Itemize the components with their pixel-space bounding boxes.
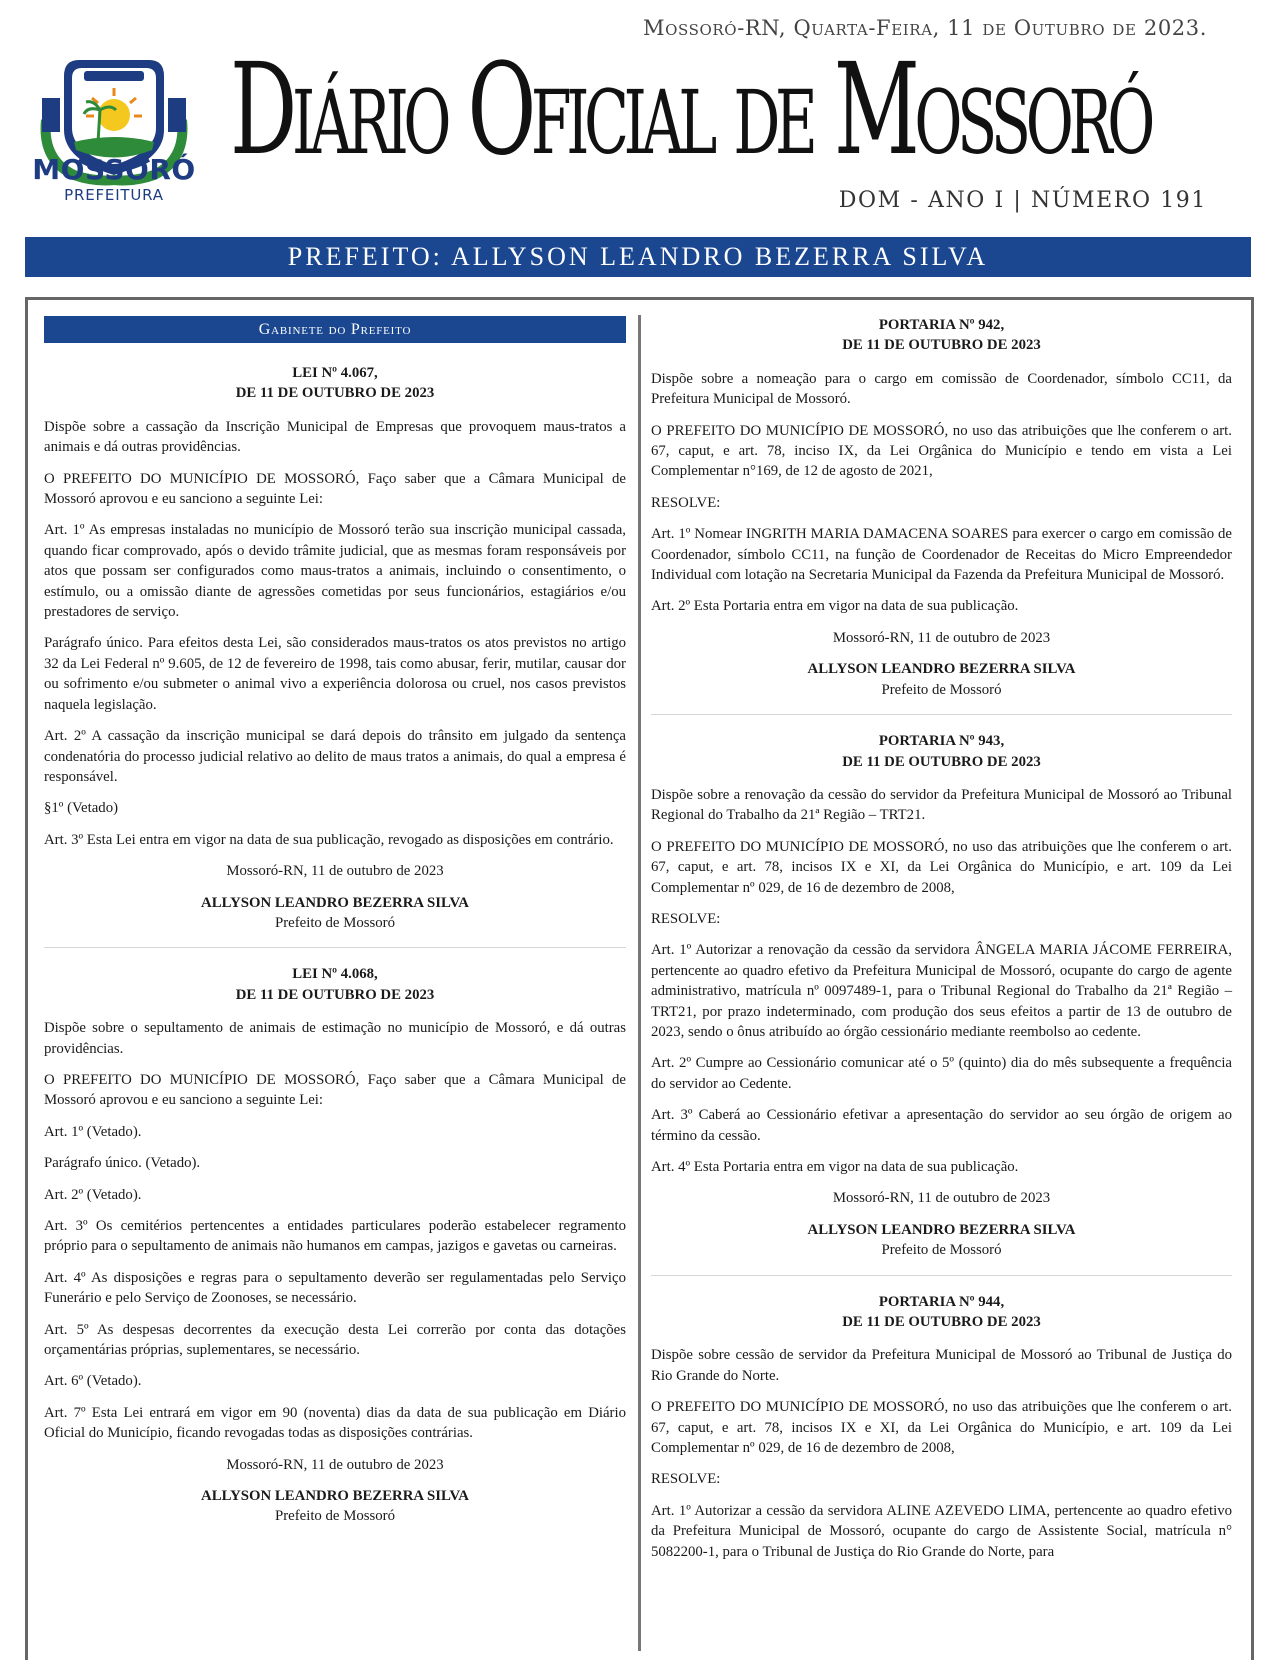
resolve: RESOLVE: (651, 910, 721, 927)
portaria-title (651, 1292, 1232, 1333)
portaria-944 (651, 1292, 1232, 1562)
article: Art. 4º As disposições e regras para o sepultamento deverão ser regulamentadas pelo Serviço Funerário e pelo Serviço de Zoonoses, se necessário. (44, 1269, 626, 1307)
paragraph: Parágrafo único. Para efeitos desta Lei, são considerados maus-tratos os atos previstos no artigo 32 da Lei Federal nº 9.605, de 12 de fevereiro de 1998, tais como abusar, ferir, mutilar, causar dor ou sofrimento e/ou submeter o animal vivo a experiência dolorosa ou cruel, nos casos previstos naquela legislação. (44, 635, 626, 713)
lei-date: DE 11 DE OUTUBRO DE 2023 (235, 385, 435, 402)
article: Art. 2º (Vetado). (44, 1186, 142, 1203)
portaria-date: DE 11 DE OUTUBRO DE 2023 (842, 337, 1041, 354)
signer-role: Prefeito de Mossoró (274, 1508, 395, 1525)
portaria-date: DE 11 DE OUTUBRO DE 2023 (842, 753, 1041, 770)
masthead-title: Diário Oficial de Mossoró (230, 36, 1151, 183)
edition-number: DOM - ANO I | NÚMERO 191 (838, 188, 1207, 213)
resolve: RESOLVE: (651, 494, 721, 511)
article: Art. 2º A cassação da inscrição municipal se dará depois do trânsito em julgado da sentença condenatória do processo judicial relativo ao delito de maus tratos a animais, do qual a empresa é responsável. (44, 728, 626, 785)
ementa: Dispõe sobre a renovação da cessão do servidor da Prefeitura Municipal de Mossoró ao Tribunal Regional do Trabalho da 21ª Região – TRT21. (651, 786, 1232, 824)
article: Art. 2º Cumpre ao Cessionário comunicar até o 5º (quinto) dia do mês subsequente a frequência do servidor ao Cedente. (651, 1055, 1232, 1092)
article: Art. 6º (Vetado). (44, 1373, 142, 1390)
lei-title (44, 964, 626, 1005)
column-divider (638, 315, 641, 1651)
lei-title (44, 363, 626, 404)
portaria-date: DE 11 DE OUTUBRO DE 2023 (842, 1314, 1041, 1331)
place-date: Mossoró-RN, 11 de outubro de 2023 (832, 1190, 1051, 1207)
article: Art. 2º Esta Portaria entra em vigor na data de sua publicação. (651, 598, 1019, 615)
paragraph: O PREFEITO DO MUNICÍPIO DE MOSSORÓ, Faço saber que a Câmara Municipal de Mossoró aprovou e eu sanciono a seguinte Lei: (44, 470, 626, 508)
resolve: RESOLVE: (651, 1471, 721, 1488)
portaria-title (651, 315, 1232, 356)
paragraph: O PREFEITO DO MUNICÍPIO DE MOSSORÓ, Faço saber que a Câmara Municipal de Mossoró aprovou e eu sanciono a seguinte Lei: (44, 1071, 626, 1109)
paragraph: §1º (Vetado) (44, 800, 119, 817)
article: Art. 5º As despesas decorrentes da execução desta Lei correrão por conta das dotações orçamentárias próprias, suplementares, se necessário. (44, 1321, 626, 1359)
right-column (651, 315, 1232, 1573)
lei-number: LEI Nº 4.067, (292, 365, 378, 381)
portaria-number: PORTARIA Nº 944, (878, 1293, 1005, 1310)
divider (651, 714, 1232, 715)
ementa: Dispõe sobre a cassação da Inscrição Municipal de Empresas que provoquem maus-tratos a animais e dá outras providências. (44, 418, 626, 456)
logo-subtitle: PREFEITURA (64, 186, 164, 204)
place-date: Mossoró-RN, 11 de outubro de 2023 (832, 629, 1051, 646)
paragraph: O PREFEITO DO MUNICÍPIO DE MOSSORÓ, no uso das atribuições que lhe conferem o art. 67, caput, e art. 78, incisos IX e XI, da Lei Orgânica do Município, e art. 109 da Lei Complementar nº 029, de 16 de dezembro de 2008, (651, 1399, 1232, 1457)
portaria-title (651, 731, 1232, 772)
article: Art. 4º Esta Portaria entra em vigor na data de sua publicação. (651, 1159, 1019, 1175)
article: Art. 1º Autorizar a renovação da cessão da servidora ÂNGELA MARIA JÁCOME FERREIRA, pertencente ao quadro efetivo da Prefeitura Municipal de Mossoró, ocupante do cargo de agente administrativo, matrícula nº 0097489-1, para o Tribunal Regional do Trabalho da 21ª Região – TRT21, por prazo indeterminado, com produção dos seus efeitos a partir de 13 de outubro de 2023, sendo o ônus atribuído ao órgão cessionário mediante reembolso ao cedente. (651, 942, 1232, 1040)
logo-city-name: MOSSORÓ (32, 153, 196, 186)
signer-name: ALLYSON LEANDRO BEZERRA SILVA (807, 1221, 1076, 1238)
lei-4068 (44, 964, 626, 1527)
mayor-banner: PREFEITO: ALLYSON LEANDRO BEZERRA SILVA (25, 237, 1251, 277)
lei-4067 (44, 363, 626, 933)
lei-number: LEI Nº 4.068, (292, 966, 378, 983)
article: Art. 3º Esta Lei entra em vigor na data de sua publicação, revogado as disposições em contrário. (44, 831, 614, 848)
paragraph: O PREFEITO DO MUNICÍPIO DE MOSSORÓ, no uso das atribuições que lhe conferem o art. 67, caput, e art. 78, inciso IX, da Lei Orgânica do Município e tendo em vista a Lei Complementar n°169, de 12 de agosto de 2021, (651, 422, 1232, 480)
lei-date: DE 11 DE OUTUBRO DE 2023 (235, 986, 435, 1003)
ementa: Dispõe sobre a nomeação para o cargo em comissão de Coordenador, símbolo CC11, da Prefeitura Municipal de Mossoró. (651, 370, 1232, 408)
signer-role: Prefeito de Mossoró (274, 914, 395, 931)
place-date: Mossoró-RN, 11 de outubro de 2023 (226, 1456, 444, 1473)
article: Art. 3º Caberá ao Cessionário efetivar a apresentação do servidor ao seu órgão de origem ao término da cessão. (651, 1107, 1232, 1144)
ementa: Dispõe sobre cessão de servidor da Prefeitura Municipal de Mossoró ao Tribunal de Justiça do Rio Grande do Norte. (651, 1347, 1232, 1384)
ementa: Dispõe sobre o sepultamento de animais de estimação no município de Mossoró, e dá outras providências. (44, 1020, 626, 1057)
paragraph: Parágrafo único. (Vetado). (44, 1155, 201, 1172)
signer-name: ALLYSON LEANDRO BEZERRA SILVA (201, 1488, 469, 1505)
portaria-number: PORTARIA Nº 943, (878, 733, 1005, 750)
article: Art. 1º (Vetado). (44, 1123, 142, 1140)
divider (44, 947, 626, 948)
portaria-number: PORTARIA Nº 942, (878, 317, 1005, 333)
signer-role: Prefeito de Mossoró (881, 681, 1002, 698)
article: Art. 3º Os cemitérios pertencentes a entidades particulares poderão estabelecer regramento próprio para o sepultamento de animais não humanos em campas, jazigos e gavetas ou carneiras. (44, 1218, 626, 1255)
divider (651, 1275, 1232, 1276)
article: Art. 7º Esta Lei entrará em vigor em 90 (noventa) dias da data de sua publicação em Diário Oficial do Município, ficando revogadas todas as disposições contrárias. (44, 1404, 626, 1442)
place-date: Mossoró-RN, 11 de outubro de 2023 (226, 863, 444, 880)
article: Art. 1º Autorizar a cessão da servidora ALINE AZEVEDO LIMA, pertencente ao quadro efetivo da Prefeitura Municipal de Mossoró, ocupante do cargo de Assistente Social, matrícula n° 5082200-1, para o Tribunal de Justiça do Rio Grande do Norte, para (651, 1502, 1232, 1560)
section-header: Gabinete do Prefeito (44, 316, 626, 343)
signer-role: Prefeito de Mossoró (881, 1242, 1002, 1259)
signer-name: ALLYSON LEANDRO BEZERRA SILVA (807, 661, 1076, 678)
article: Art. 1º Nomear INGRITH MARIA DAMACENA SOARES para exercer o cargo em comissão de Coordenador, símbolo CC11, na função de Coordenador de Receitas do Micro Empreendedor Individual com lotação na Secretaria Municipal da Fazenda da Prefeitura Municipal de Mossoró. (651, 526, 1232, 584)
left-column (44, 316, 626, 1527)
portaria-942 (651, 315, 1232, 700)
portaria-943 (651, 731, 1232, 1261)
article: Art. 1º As empresas instaladas no município de Mossoró terão sua inscrição municipal cassada, quando ficar comprovado, após o devido trâmite judicial, que as mesmas foram responsáveis por atos que possam ser configurados como maus-tratos a animais, incluindo o consentimento, o estímulo, ou a omissão diante de agressões cometidas por seus funcionários, estagiários e/ou prestadores de serviço. (44, 522, 626, 621)
paragraph: O PREFEITO DO MUNICÍPIO DE MOSSORÓ, no uso das atribuições que lhe conferem o art. 67, caput, e art. 78, incisos IX e XI, da Lei Orgânica do Município, e art. 109 da Lei Complementar nº 029, de 16 de dezembro de 2008, (651, 838, 1232, 896)
signer-name: ALLYSON LEANDRO BEZERRA SILVA (201, 894, 469, 911)
publication-date: Mossoró-RN, Quarta-Feira, 11 de Outubro de 2023. (643, 16, 1207, 40)
